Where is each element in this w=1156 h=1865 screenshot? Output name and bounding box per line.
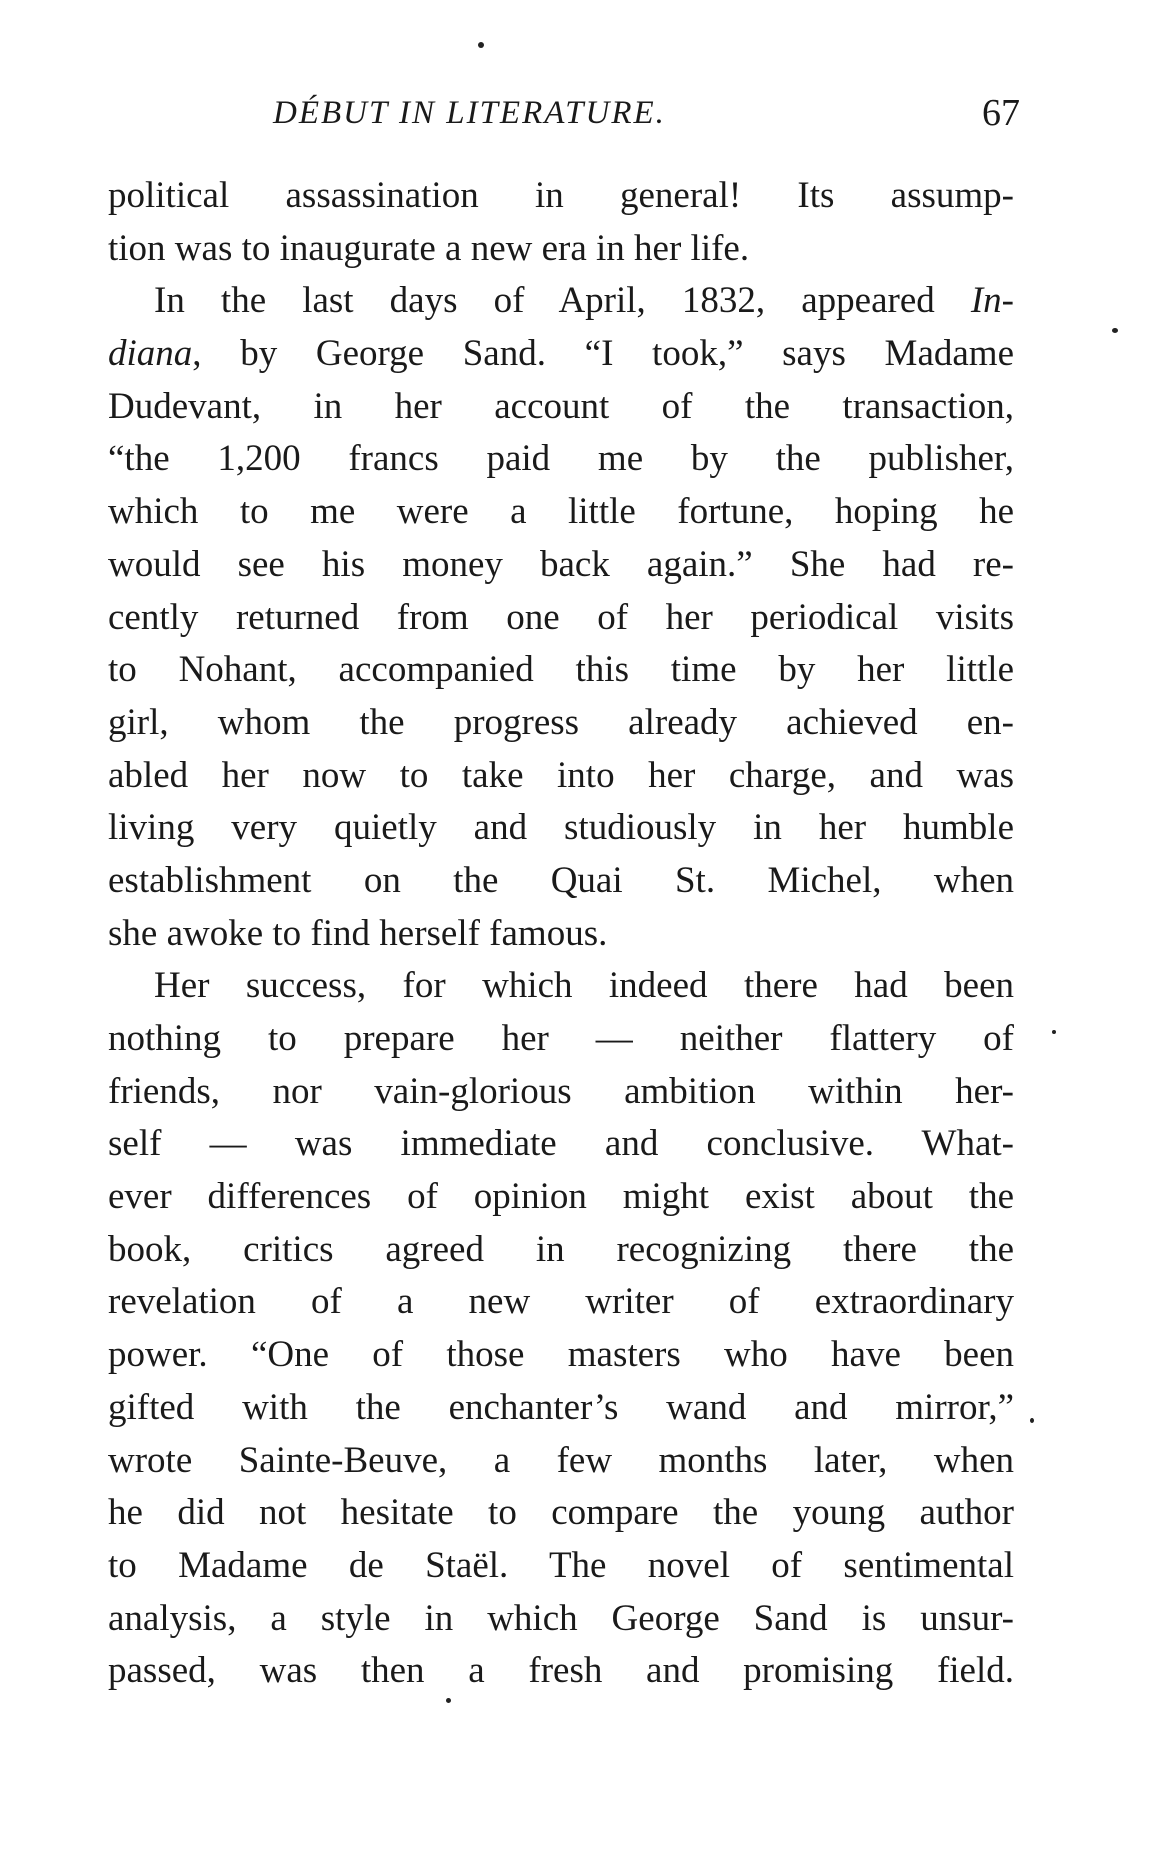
line-text: she awoke to find herself famous. bbox=[108, 912, 608, 954]
line-text: cently returned from one of her periodical visits bbox=[108, 596, 1014, 638]
text-line bbox=[108, 908, 1014, 961]
speck-mark bbox=[1030, 1418, 1034, 1423]
line-text: wrote Sainte-Beuve, a few months later, when bbox=[108, 1439, 1014, 1481]
line-text: In the last days of April, 1832, appeared bbox=[154, 280, 971, 322]
line-text: self — was immediate and conclusive. What- bbox=[108, 1123, 1014, 1165]
line-text: ever differences of opinion might exist about the bbox=[108, 1176, 1014, 1218]
line-text: friends, nor vain-glorious ambition within her- bbox=[108, 1070, 1014, 1112]
line-text: which to me were a little fortune, hoping he bbox=[108, 491, 1014, 533]
text-line bbox=[108, 1487, 1014, 1540]
line-text: , by George Sand. “I took,” says Madame bbox=[192, 333, 1014, 375]
text-line bbox=[108, 1171, 1014, 1224]
running-title: DÉBUT IN LITERATURE. bbox=[273, 95, 666, 131]
text-line bbox=[108, 223, 1014, 276]
page-number: 67 bbox=[982, 92, 1020, 134]
text-line bbox=[108, 486, 1014, 539]
line-text: would see his money back again.” She had re- bbox=[108, 543, 1014, 585]
text-line bbox=[108, 1013, 1014, 1066]
text-line bbox=[108, 275, 1014, 328]
line-text: abled her now to take into her charge, and was bbox=[108, 754, 1014, 796]
line-text: Her success, for which indeed there had been bbox=[154, 965, 1014, 1007]
text-line bbox=[108, 328, 1014, 381]
line-text: analysis, a style in which George Sand is unsur- bbox=[108, 1597, 1014, 1639]
text-line bbox=[108, 960, 1014, 1013]
line-text: passed, was then a fresh and promising field. bbox=[108, 1650, 1014, 1692]
text-line bbox=[108, 381, 1014, 434]
line-text: he did not hesitate to compare the young author bbox=[108, 1492, 1014, 1534]
speck-mark bbox=[478, 42, 484, 48]
text-line bbox=[108, 1593, 1014, 1646]
italic-title: diana bbox=[108, 333, 193, 375]
text-line bbox=[108, 644, 1014, 697]
text-line bbox=[108, 697, 1014, 750]
body-text bbox=[108, 170, 1014, 1698]
text-line bbox=[108, 1224, 1014, 1277]
text-line bbox=[108, 855, 1014, 908]
text-line bbox=[108, 1382, 1014, 1435]
line-text: nothing to prepare her — neither flattery of bbox=[108, 1018, 1014, 1059]
text-line bbox=[108, 433, 1014, 486]
text-line bbox=[108, 170, 1014, 223]
text-line bbox=[108, 1276, 1014, 1329]
line-text: establishment on the Quai St. Michel, when bbox=[108, 859, 1014, 901]
line-text: to Nohant, accompanied this time by her little bbox=[108, 649, 1014, 691]
running-head bbox=[108, 88, 1020, 138]
speck-mark bbox=[446, 1698, 451, 1703]
speck-mark bbox=[1052, 1030, 1056, 1034]
text-line bbox=[108, 592, 1014, 645]
line-text: power. “One of those masters who have been bbox=[108, 1334, 1014, 1376]
text-line bbox=[108, 1645, 1014, 1698]
line-text: book, critics agreed in recognizing there the bbox=[108, 1228, 1014, 1270]
italic-title: In- bbox=[970, 280, 1014, 322]
line-text: to Madame de Staël. The novel of sentimental bbox=[108, 1544, 1014, 1586]
text-line bbox=[108, 802, 1014, 855]
text-line bbox=[108, 1540, 1014, 1593]
speck-mark bbox=[1112, 328, 1118, 333]
line-text: political assassination in general! Its assump- bbox=[108, 175, 1014, 216]
text-line bbox=[108, 1329, 1014, 1382]
text-line bbox=[108, 1435, 1014, 1488]
line-text: “the 1,200 francs paid me by the publisher, bbox=[108, 438, 1014, 480]
line-text: gifted with the enchanter’s wand and mirror,” bbox=[108, 1386, 1014, 1428]
line-text: revelation of a new writer of extraordinary bbox=[108, 1281, 1014, 1323]
text-line bbox=[108, 1066, 1014, 1119]
text-line bbox=[108, 539, 1014, 592]
line-text: living very quietly and studiously in her humble bbox=[108, 807, 1014, 849]
line-text: girl, whom the progress already achieved en- bbox=[108, 701, 1014, 743]
line-text: Dudevant, in her account of the transaction, bbox=[108, 385, 1014, 427]
text-line bbox=[108, 750, 1014, 803]
text-line bbox=[108, 1118, 1014, 1171]
line-text: tion was to inaugurate a new era in her life. bbox=[108, 227, 750, 269]
